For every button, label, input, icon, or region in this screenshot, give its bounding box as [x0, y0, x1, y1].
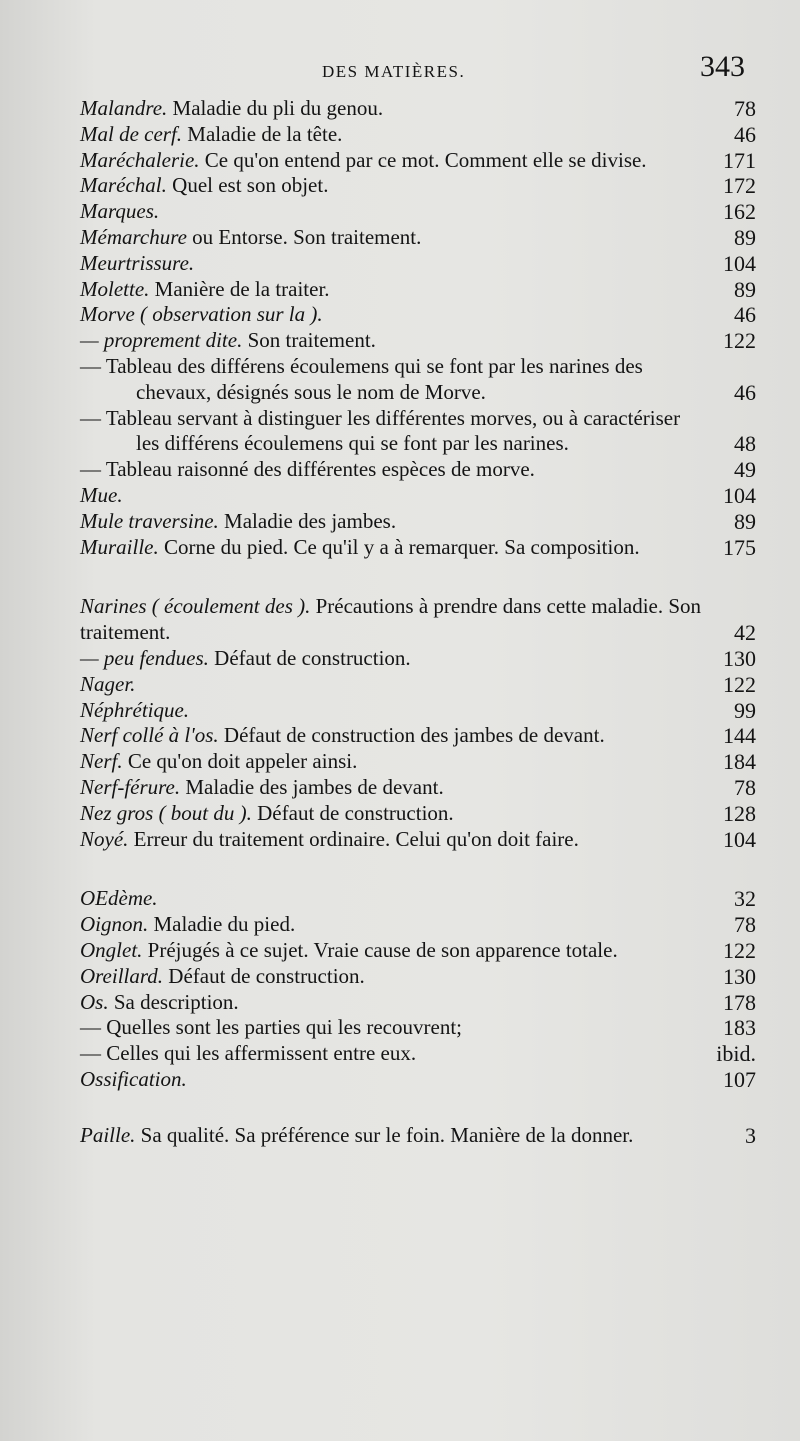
index-entry: [80, 672, 756, 698]
entry-term: Mémarchure: [80, 224, 187, 249]
entry-term: OEdème.: [80, 886, 158, 911]
entry-text: Défaut de construction.: [208, 645, 411, 670]
entry-text: Sa qualité. Sa préférence sur le foin. Manière de la donner.: [135, 1122, 634, 1147]
entry-page-ref: 78: [734, 774, 756, 800]
entry-text: Défaut de construction des jambes de devant.: [218, 723, 605, 748]
entry-text: Maladie du pli du genou.: [167, 96, 384, 120]
entry-text: Préjugés à ce sujet. Vraie cause de son apparence totale.: [142, 937, 618, 962]
entry-term: Maréchal.: [80, 173, 167, 198]
section-spacer: [80, 852, 756, 886]
entry-text: — Tableau des différens écoulemens qui se font par les narines des chevaux, désignés sous le nom de Morve.: [80, 353, 643, 404]
entry-text: Quel est son objet.: [166, 173, 329, 198]
index-entry: [80, 535, 756, 561]
entry-term: — peu fendues.: [80, 645, 209, 670]
entry-page-ref: ibid.: [716, 1041, 756, 1067]
entry-page-ref: 172: [723, 173, 756, 199]
index-entry: [80, 1123, 756, 1149]
entry-text: Erreur du traitement ordinaire. Celui qu'on doit faire.: [128, 826, 579, 851]
entry-page-ref: 89: [734, 276, 756, 302]
entry-term: Os.: [80, 989, 109, 1014]
entry-text: Précautions à prendre dans cette maladie. Son traitement.: [80, 594, 702, 645]
entry-page-ref: 122: [723, 937, 756, 963]
index-entry: [80, 354, 756, 406]
entry-term: Onglet.: [80, 937, 143, 962]
index-entry: [80, 173, 756, 199]
index-entry: [80, 122, 756, 148]
entry-page-ref: 122: [723, 328, 756, 354]
index-entry: [80, 723, 756, 749]
page-number: 343: [700, 50, 745, 83]
entry-term: Meurtrissure.: [80, 250, 195, 275]
entry-text: Maladie des jambes de devant.: [180, 774, 444, 799]
entry-page-ref: 104: [723, 826, 756, 852]
entry-text: — Tableau servant à distinguer les différentes morves, ou à caractériser les différens écoulemens qui se font par les narines.: [80, 405, 681, 456]
entry-page-ref: 184: [723, 749, 756, 775]
index-entry: [80, 328, 756, 354]
entry-text: Corne du pied. Ce qu'il y a à remarquer. Sa composition.: [158, 534, 640, 559]
index-entry: [80, 964, 756, 990]
entry-page-ref: 46: [734, 379, 756, 405]
entry-page-ref: 3: [745, 1122, 756, 1148]
entry-page-ref: 171: [723, 147, 756, 173]
entry-text: Sa description.: [108, 989, 239, 1014]
entry-term: Malandre.: [80, 96, 168, 120]
index-section: [80, 886, 756, 1092]
page-header: [0, 50, 800, 96]
entry-text: Manière de la traiter.: [149, 276, 330, 301]
entry-term: Paille.: [80, 1122, 136, 1147]
entry-page-ref: 46: [734, 302, 756, 328]
entry-page-ref: 78: [734, 96, 756, 121]
index-entry: [80, 1015, 756, 1041]
entry-text: Défaut de construction.: [163, 963, 365, 988]
entry-term: Nerf collé à l'os.: [80, 723, 219, 748]
entry-page-ref: 178: [723, 989, 756, 1015]
entry-term: Nager.: [80, 671, 136, 696]
entry-page-ref: 183: [723, 1015, 756, 1041]
entry-text: — Celles qui les affermissent entre eux.: [80, 1041, 417, 1066]
entry-page-ref: 46: [734, 121, 756, 147]
index-entry: [80, 801, 756, 827]
entry-term: Marques.: [80, 199, 160, 224]
index-entry: [80, 594, 756, 646]
entry-term: Maréchalerie.: [80, 147, 200, 172]
entry-text: Maladie du pied.: [148, 912, 296, 937]
entry-page-ref: 89: [734, 224, 756, 250]
index-section: [80, 96, 756, 560]
running-title: DES MATIÈRES.: [322, 62, 466, 81]
index-entry: [80, 509, 756, 535]
entry-page-ref: 99: [734, 697, 756, 723]
index-list: [80, 96, 756, 1148]
entry-text: — Quelles sont les parties qui les recouvrent;: [80, 1015, 462, 1040]
entry-term: Oignon.: [80, 912, 149, 937]
entry-page-ref: 32: [734, 886, 756, 912]
entry-page-ref: 130: [723, 645, 756, 671]
entry-page-ref: 104: [723, 482, 756, 508]
entry-term: Muraille.: [80, 534, 159, 559]
entry-term: Morve ( observation sur la ).: [80, 302, 323, 327]
index-entry: [80, 483, 756, 509]
section-spacer: [80, 560, 756, 594]
index-entry: [80, 938, 756, 964]
entry-text: Maladie des jambes.: [218, 508, 397, 533]
entry-page-ref: 89: [734, 508, 756, 534]
entry-term: Mule traversine.: [80, 508, 219, 533]
index-entry: [80, 251, 756, 277]
index-entry: [80, 199, 756, 225]
entry-text: ou Entorse. Son traitement.: [186, 224, 422, 249]
index-entry: [80, 1067, 756, 1093]
entry-page-ref: 130: [723, 963, 756, 989]
index-entry: [80, 302, 756, 328]
entry-text: Son traitement.: [242, 328, 376, 353]
entry-page-ref: 48: [734, 431, 756, 457]
index-entry: [80, 457, 756, 483]
entry-term: Ossification.: [80, 1066, 187, 1091]
entry-term: Molette.: [80, 276, 150, 301]
index-entry: [80, 698, 756, 724]
index-entry: [80, 912, 756, 938]
index-entry: [80, 827, 756, 853]
entry-term: Noyé.: [80, 826, 129, 851]
entry-term: Narines ( écoulement des ).: [80, 594, 311, 619]
index-entry: [80, 406, 756, 458]
entry-page-ref: 49: [734, 457, 756, 483]
index-entry: [80, 96, 756, 122]
entry-term: Nerf.: [80, 749, 123, 774]
entry-page-ref: 42: [734, 620, 756, 646]
entry-term: Nerf-férure.: [80, 774, 181, 799]
index-entry: [80, 775, 756, 801]
entry-page-ref: 128: [723, 800, 756, 826]
entry-page-ref: 144: [723, 723, 756, 749]
entry-text: — Tableau raisonné des différentes espèces de morve.: [80, 457, 535, 482]
entry-page-ref: 107: [723, 1066, 756, 1092]
index-entry: [80, 277, 756, 303]
entry-page-ref: 162: [723, 199, 756, 225]
index-entry: [80, 646, 756, 672]
index-section: [80, 594, 756, 852]
entry-page-ref: 122: [723, 671, 756, 697]
index-entry: [80, 148, 756, 174]
index-entry: [80, 225, 756, 251]
entry-text: Maladie de la tête.: [182, 121, 343, 146]
entry-term: Néphrétique.: [80, 697, 190, 722]
entry-term: Mal de cerf.: [80, 121, 183, 146]
index-entry: [80, 749, 756, 775]
entry-page-ref: 104: [723, 250, 756, 276]
entry-text: Ce qu'on doit appeler ainsi.: [122, 749, 358, 774]
entry-text: Défaut de construction.: [251, 800, 454, 825]
entry-page-ref: 175: [723, 534, 756, 560]
entry-term: Oreillard.: [80, 963, 164, 988]
entry-page-ref: 78: [734, 912, 756, 938]
entry-term: Nez gros ( bout du ).: [80, 800, 252, 825]
index-entry: [80, 1041, 756, 1067]
section-spacer: [80, 1093, 756, 1123]
index-section: [80, 1123, 756, 1149]
entry-term: Mue.: [80, 482, 123, 507]
index-entry: [80, 886, 756, 912]
entry-term: — proprement dite.: [80, 328, 243, 353]
index-entry: [80, 990, 756, 1016]
entry-text: Ce qu'on entend par ce mot. Comment elle se divise.: [199, 147, 647, 172]
